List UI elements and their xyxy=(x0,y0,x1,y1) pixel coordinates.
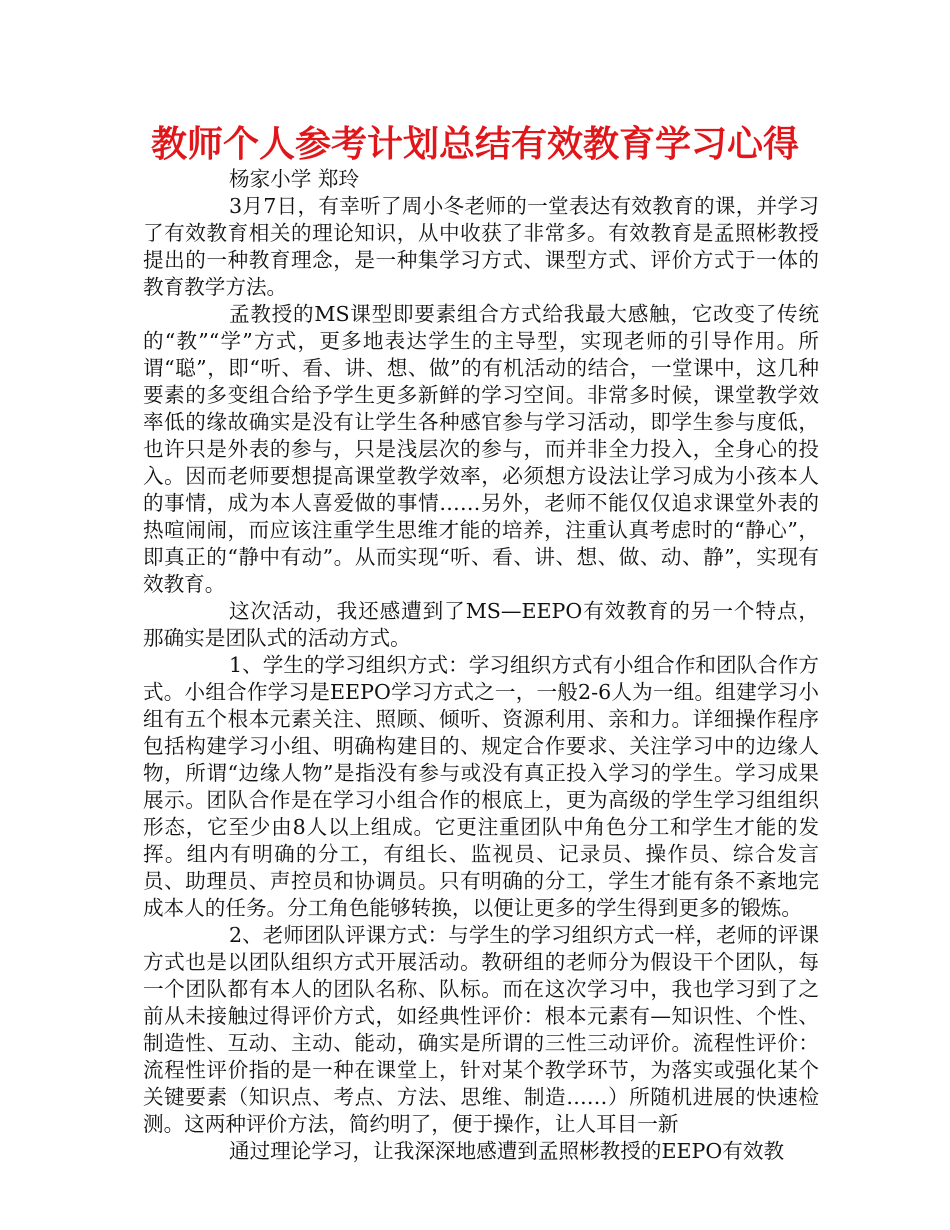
document-body xyxy=(143,166,819,1165)
document-title: 教师个人参考计划总结有效教育学习心得 xyxy=(150,124,799,165)
paragraph-2: 孟教授的MS课型即要素组合方式给我最大感触，它改变了传统的“教”“学”方式，更多地表达学生的主导型，实现老师的引导作用。所谓“聪”，即“听、看、讲、想、做”的有机活动的结合，一堂课中，这几种要素的多变组合给予学生更多新鲜的学习空间。非常多时候，课堂教学效率低的缘故确实是没有让学生各种感官参与学习活动，即学生参与度低，也许只是外表的参与，只是浅层次的参与，而并非全力投入，全身心的投入。因而老师要想提高课堂教学效率，必须想方设法让学习成为小孩本人的事情，成为本人喜爱做的事情……另外，老师不能仅仅追求课堂外表的热喧闹闹，而应该注重学生思维才能的培养，注重认真考虑时的“静心”，即真正的“静中有动”。从而实现“听、看、讲、想、做、动、静”，实现有效教育。 xyxy=(143,302,819,596)
paragraph-1: 3月7日，有幸听了周小冬老师的一堂表达有效教育的课，并学习了有效教育相关的理论知识，从中收获了非常多。有效教育是孟照彬教授提出的一种教育理念，是一种集学习方式、课型方式、评价方式于一体的教育教学方法。 xyxy=(143,194,819,299)
author-line: 杨家小学 郑玲 xyxy=(229,167,360,191)
paragraph-4: 1、学生的学习组织方式：学习组织方式有小组合作和团队合作方式。小组合作学习是EEPO学习方式之一，一般2-6人为一组。组建学习小组有五个根本元素关注、照顾、倾听、资源利用、亲和力。详细操作程序包括构建学习小组、明确构建目的、规定合作要求、关注学习中的边缘人物，所谓“边缘人物”是指没有参与或没有真正投入学习的学生。学习成果展示。团队合作是在学习小组合作的根底上，更为高级的学生学习组组织形态，它至少由8人以上组成。它更注重团队中角色分工和学生才能的发挥。组内有明确的分工，有组长、监视员、记录员、操作员、综合发言员、助理员、声控员和协调员。只有明确的分工，学生才能有条不紊地完成本人的任务。分工角色能够转换，以便让更多的学生得到更多的锻炼。 xyxy=(143,653,819,920)
paragraph-3: 这次活动，我还感遭到了MS—EEPO有效教育的另一个特点，那确实是团队式的活动方式。 xyxy=(143,599,819,650)
paragraph-5: 2、老师团队评课方式：与学生的学习组织方式一样，老师的评课方式也是以团队组织方式开展活动。教研组的老师分为假设干个团队，每一个团队都有本人的团队名称、队标。而在这次学习中，我也学习到了之前从未接触过得评价方式，如经典性评价：根本元素有—知识性、个性、制造性、互动、主动、能动，确实是所谓的三性三动评价。流程性评价：流程性评价指的是一种在课堂上，针对某个教学环节，为落实或强化某个关键要素（知识点、考点、方法、思维、制造……）所随机进展的快速检测。这两种评价方法，简约明了，便于操作，让人耳目一新 xyxy=(143,923,819,1136)
paragraph-6: 通过理论学习，让我深深地感遭到孟照彬教授的EEPO有效教 xyxy=(229,1139,785,1163)
